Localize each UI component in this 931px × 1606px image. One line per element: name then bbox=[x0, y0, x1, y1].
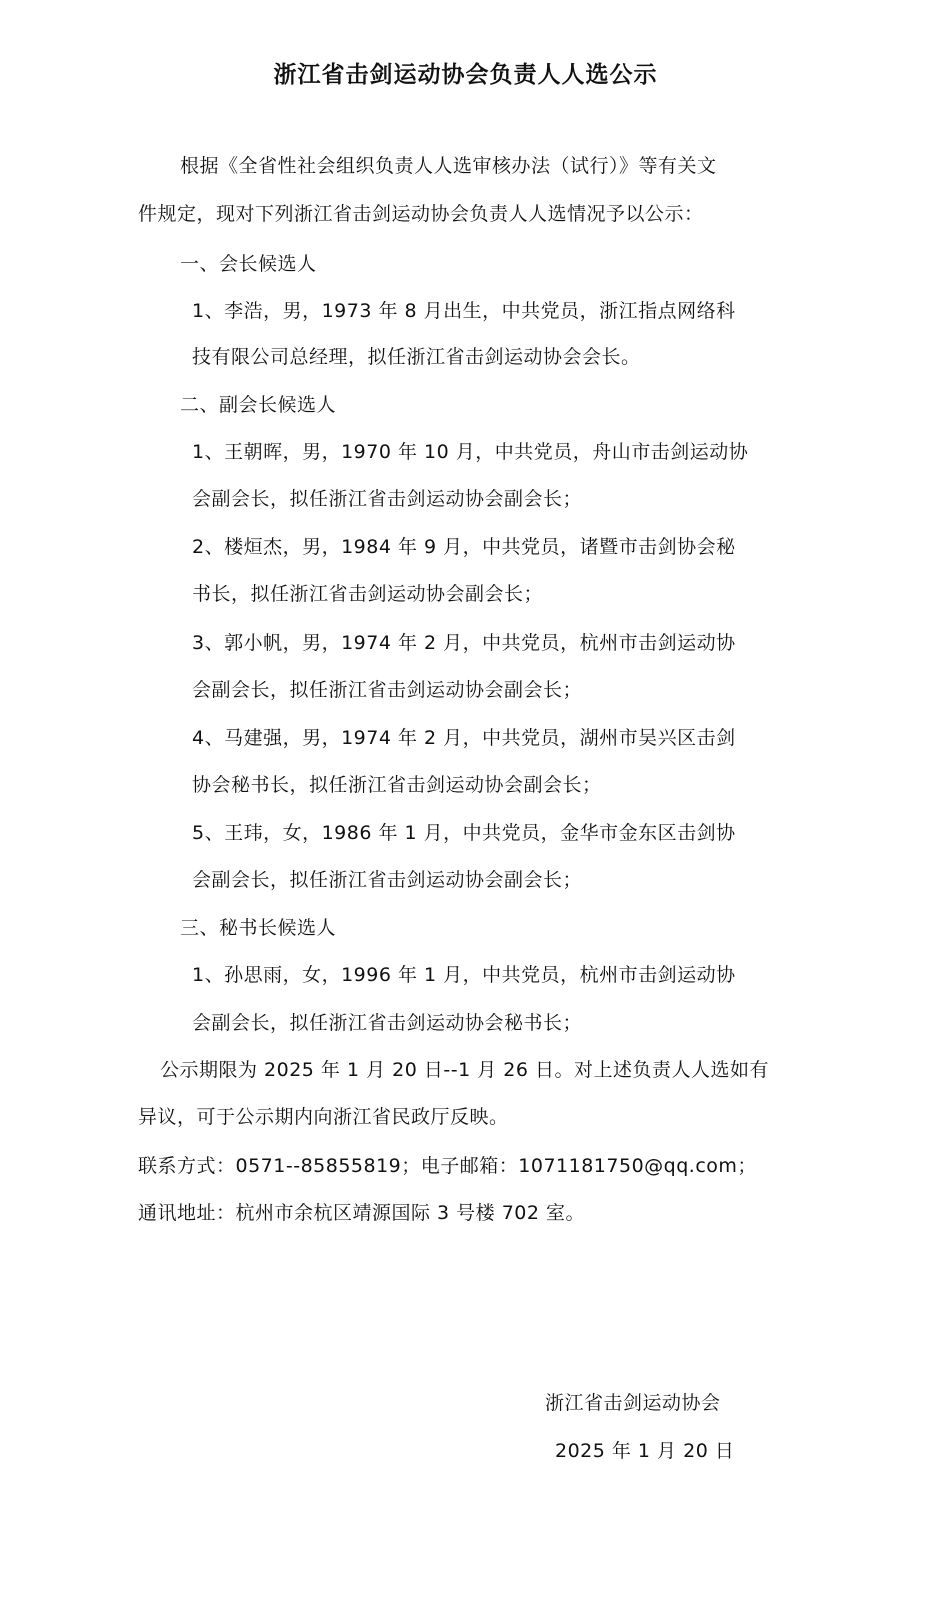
contact-info: 联系方式：0571--85855819；电子邮箱：1071181750@qq.com； bbox=[138, 1155, 757, 1177]
notice-line-1: 公示期限为 2025 年 1 月 20 日--1 月 26 日。对上述负责人人选如有 bbox=[160, 1059, 769, 1081]
document-title: 浙江省击剑运动协会负责人人选公示 bbox=[273, 62, 658, 88]
vice-president-candidate-3-line-2: 会副会长，拟任浙江省击剑运动协会副会长； bbox=[192, 679, 583, 701]
president-candidate-1-line-1: 1、李浩，男，1973 年 8 月出生，中共党员，浙江指点网络科 bbox=[192, 300, 736, 322]
intro-line-1: 根据《全省性社会组织负责人人选审核办法（试行）》等有关文 bbox=[180, 155, 717, 177]
mailing-address: 通讯地址：杭州市余杭区靖源国际 3 号楼 702 室。 bbox=[138, 1202, 586, 1224]
signature-date: 2025 年 1 月 20 日 bbox=[555, 1440, 735, 1462]
secretary-general-candidate-1-line-1: 1、孙思雨，女，1996 年 1 月，中共党员，杭州市击剑运动协 bbox=[192, 964, 736, 986]
vice-president-candidate-5-line-1: 5、王玮，女，1986 年 1 月，中共党员，金华市金东区击剑协 bbox=[192, 822, 736, 844]
intro-line-2: 件规定，现对下列浙江省击剑运动协会负责人人选情况予以公示： bbox=[138, 203, 704, 225]
vice-president-candidate-3-line-1: 3、郭小帆，男，1974 年 2 月，中共党员，杭州市击剑运动协 bbox=[192, 632, 736, 654]
secretary-general-candidate-1-line-2: 会副会长，拟任浙江省击剑运动协会秘书长； bbox=[192, 1012, 583, 1034]
notice-line-2: 异议，可于公示期内向浙江省民政厅反映。 bbox=[138, 1106, 509, 1128]
vice-president-candidate-2-line-1: 2、楼烜杰，男，1984 年 9 月，中共党员，诸暨市击剑协会秘 bbox=[192, 536, 736, 558]
president-candidate-1-line-2: 技有限公司总经理，拟任浙江省击剑运动协会会长。 bbox=[192, 346, 641, 368]
vice-president-candidate-4-line-2: 协会秘书长，拟任浙江省击剑运动协会副会长； bbox=[192, 774, 602, 796]
vice-president-candidate-4-line-1: 4、马建强，男，1974 年 2 月，中共党员，湖州市吴兴区击剑 bbox=[192, 727, 736, 749]
vice-president-candidate-2-line-2: 书长，拟任浙江省击剑运动协会副会长； bbox=[192, 583, 544, 605]
section-heading-vice-president: 二、副会长候选人 bbox=[180, 394, 337, 416]
signature-organization: 浙江省击剑运动协会 bbox=[545, 1392, 721, 1414]
section-heading-secretary-general: 三、秘书长候选人 bbox=[180, 917, 337, 939]
vice-president-candidate-1-line-1: 1、王朝晖，男，1970 年 10 月，中共党员，舟山市击剑运动协 bbox=[192, 441, 749, 463]
section-heading-president: 一、会长候选人 bbox=[180, 253, 317, 275]
vice-president-candidate-1-line-2: 会副会长，拟任浙江省击剑运动协会副会长； bbox=[192, 488, 583, 510]
vice-president-candidate-5-line-2: 会副会长，拟任浙江省击剑运动协会副会长； bbox=[192, 869, 583, 891]
